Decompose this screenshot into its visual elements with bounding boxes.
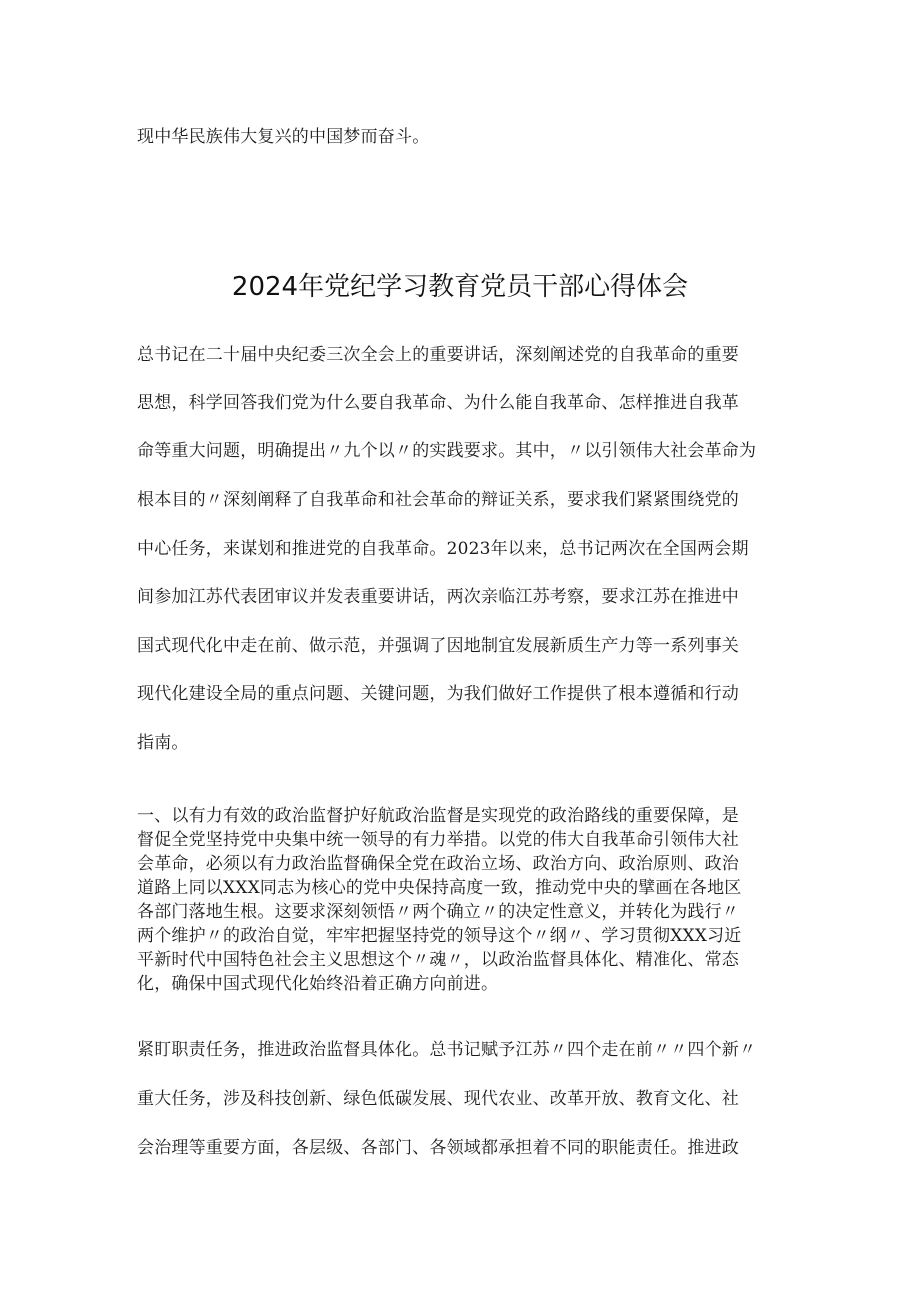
paragraph-line: 各部门落地生根。这要求深刻领悟〃两个确立〃的决定性意义，并转化为践行〃 — [137, 902, 739, 922]
paragraph-line: 国式现代化中走在前、做示范，并强调了因地制宜发展新质生产力等一系列事关 — [137, 636, 739, 656]
paragraph-line: 化，确保中国式现代化始终沿着正确方向前进。 — [137, 974, 499, 994]
paragraph-line: 两个维护〃的政治自觉，牢牢把握坚持党的领导这个〃纲〃、学习贯彻XXX习近 — [137, 926, 742, 946]
paragraph-line: 命等重大问题，明确提出〃九个以〃的实践要求。其中，〃以引领伟大社会革命为 — [137, 441, 757, 461]
paragraph-line: 督促全党坚持党中央集中统一领导的有力举措。以党的伟大自我革命引领伟大社 — [137, 830, 739, 850]
page-title: 2024年党纪学习教育党员干部心得体会 — [231, 272, 689, 302]
paragraph-line: 总书记在二十届中央纪委三次全会上的重要讲话，深刻阐述党的自我革命的重要 — [137, 345, 739, 365]
previous-text-tail: 现中华民族伟大复兴的中国梦而奋斗。 — [137, 127, 430, 147]
paragraph-line: 根本目的〃深刻阐释了自我革命和社会革命的辩证关系，要求我们紧紧围绕党的 — [137, 490, 739, 510]
paragraph-line: 间参加江苏代表团审议并发表重要讲话，两次亲临江苏考察，要求江苏在推进中 — [137, 587, 739, 607]
paragraph-line: 现代化建设全局的重点问题、关键问题，为我们做好工作提供了根本遵循和行动 — [137, 684, 739, 704]
paragraph-line: 道路上同以XXX同志为核心的党中央保持高度一致，推动党中央的擘画在各地区 — [137, 878, 742, 898]
paragraph-line: 会革命，必须以有力政治监督确保全党在政治立场、政治方向、政治原则、政治 — [137, 854, 739, 874]
paragraph-line: 一、以有力有效的政治监督护好航政治监督是实现党的政治路线的重要保障，是 — [137, 806, 739, 826]
paragraph-line: 中心任务，来谋划和推进党的自我革命。2023年以来，总书记两次在全国两会期 — [137, 539, 749, 559]
paragraph-line: 紧盯职责任务，推进政治监督具体化。总书记赋予江苏〃四个走在前〃〃四个新〃 — [137, 1040, 757, 1060]
paragraph-line: 平新时代中国特色社会主义思想这个〃魂〃，以政治监督具体化、精准化、常态 — [137, 950, 739, 970]
paragraph-line: 思想，科学回答我们党为什么要自我革命、为什么能自我革命、怎样推进自我革 — [137, 393, 739, 413]
paragraph-line: 指南。 — [137, 733, 189, 753]
paragraph-line: 会治理等重要方面，各层级、各部门、各领域都承担着不同的职能责任。推进政 — [137, 1138, 739, 1158]
paragraph-line: 重大任务，涉及科技创新、绿色低碳发展、现代农业、改革开放、教育文化、社 — [137, 1089, 739, 1109]
